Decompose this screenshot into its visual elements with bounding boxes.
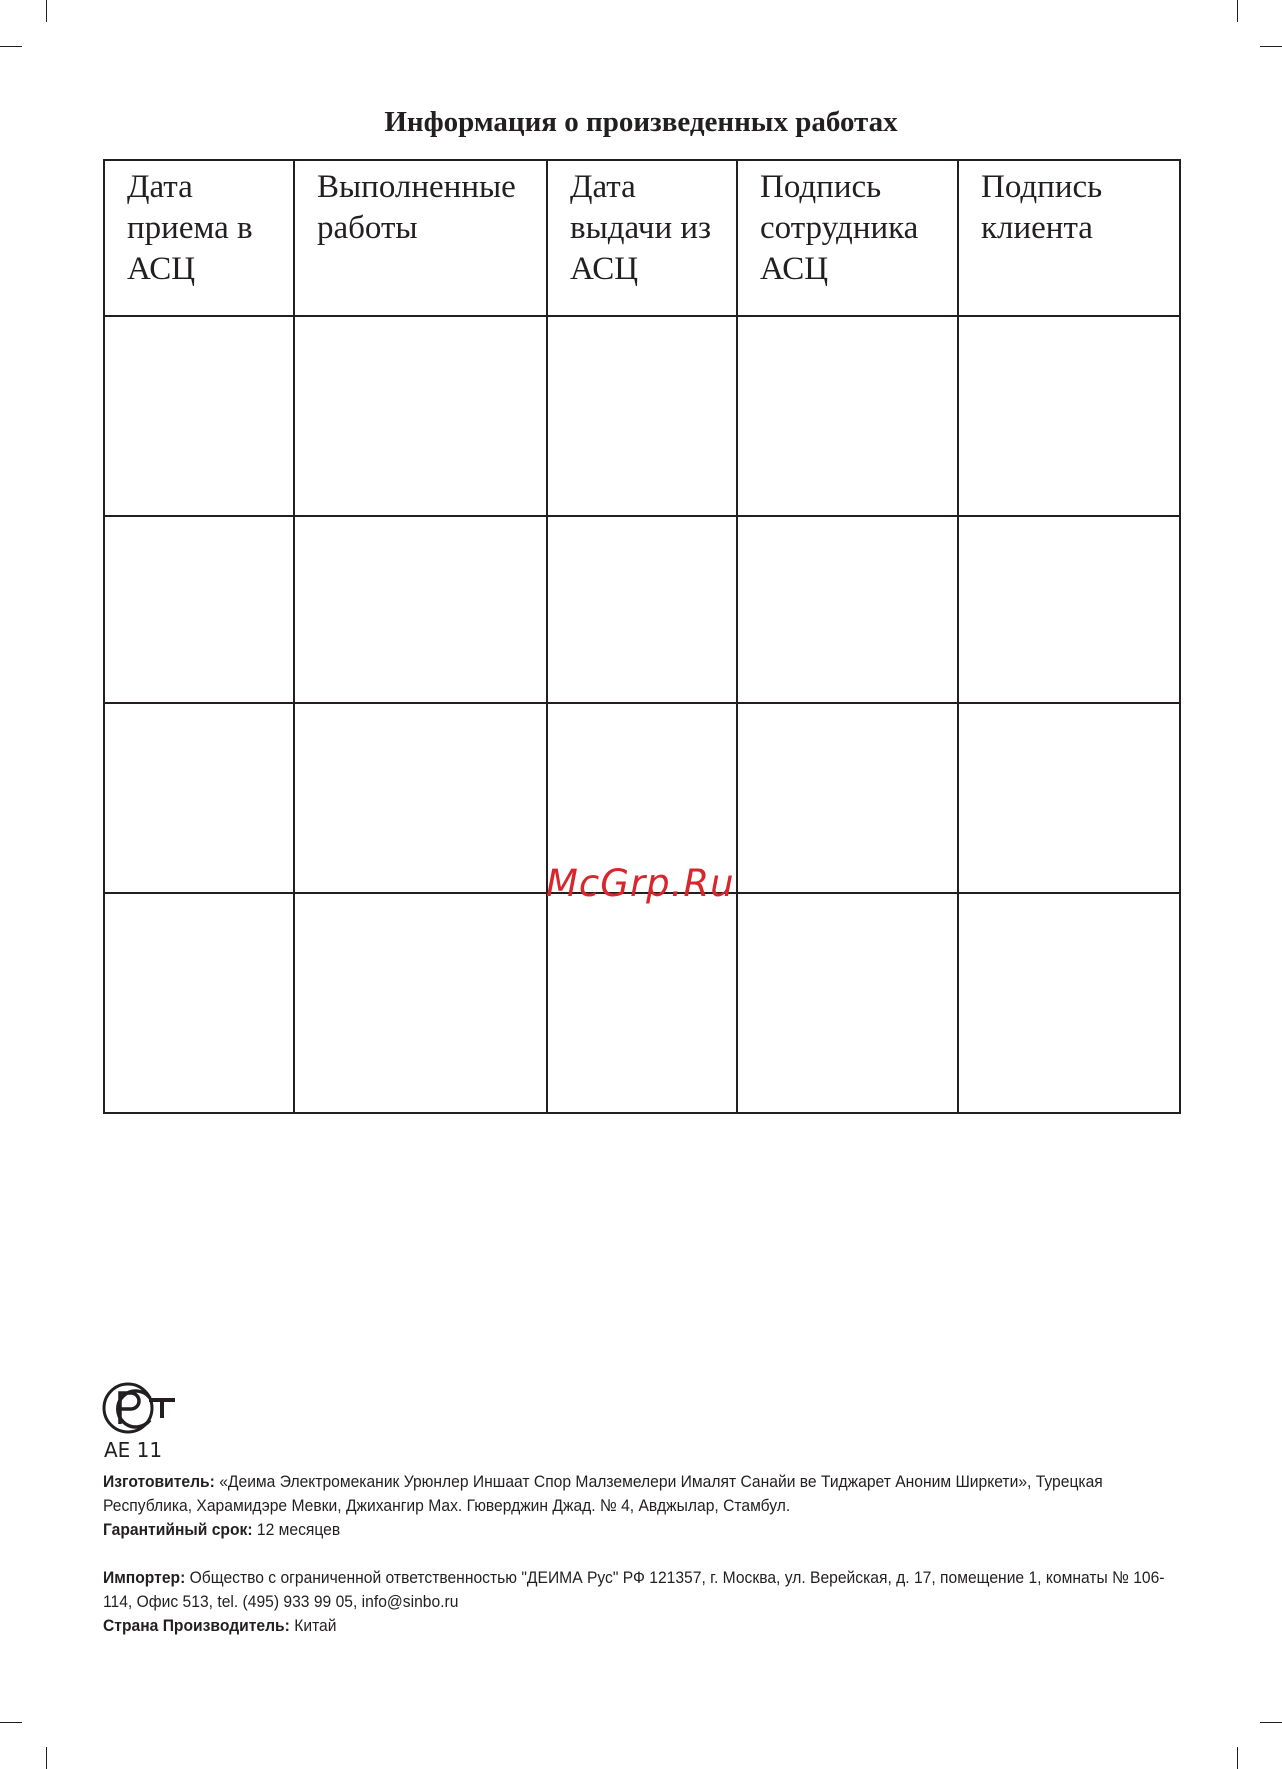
warranty-text: 12 месяцев <box>256 1520 341 1539</box>
crop-mark <box>1237 0 1238 22</box>
table-cell <box>958 703 1180 893</box>
table-header-row <box>104 160 1180 316</box>
table-row <box>104 516 1180 703</box>
crop-mark <box>1237 1747 1238 1769</box>
table-cell <box>104 516 294 703</box>
table-cell <box>547 893 737 1113</box>
work-log-table <box>103 159 1181 1114</box>
importer-label: Импортер: <box>103 1568 186 1587</box>
warranty-label: Гарантийный срок: <box>103 1520 253 1539</box>
table-cell <box>737 703 958 893</box>
table-cell <box>104 703 294 893</box>
crop-mark <box>0 1722 22 1723</box>
importer-info <box>103 1566 1179 1638</box>
page-title: Информация о произведенных работах <box>384 106 898 138</box>
crop-mark <box>0 46 22 47</box>
table-cell <box>737 316 958 516</box>
table-cell <box>958 516 1180 703</box>
table-cell <box>958 316 1180 516</box>
table-row <box>104 316 1180 516</box>
table-row <box>104 893 1180 1113</box>
table-cell <box>294 516 547 703</box>
table-cell <box>294 703 547 893</box>
table-cell <box>737 893 958 1113</box>
crop-mark <box>46 0 47 22</box>
table-cell <box>104 893 294 1113</box>
country-label: Страна Производитель: <box>103 1616 290 1635</box>
header-employee-signature: Подпись сотрудника АСЦ <box>737 160 958 316</box>
header-date-received: Дата приема в АСЦ <box>104 160 294 316</box>
table-cell <box>294 316 547 516</box>
table-cell <box>547 316 737 516</box>
crop-mark <box>46 1747 47 1769</box>
header-work-performed: Выполненные работы <box>294 160 547 316</box>
crop-mark <box>1260 1722 1282 1723</box>
manufacturer-info <box>103 1470 1179 1542</box>
watermark: McGrp.Ru <box>546 862 735 905</box>
certification-code: АЕ 11 <box>104 1438 163 1462</box>
manufacturer-label: Изготовитель: <box>103 1472 215 1491</box>
country-text: Китай <box>294 1616 337 1635</box>
table-cell <box>104 316 294 516</box>
header-client-signature: Подпись клиента <box>958 160 1180 316</box>
table-cell <box>958 893 1180 1113</box>
crop-mark <box>1260 46 1282 47</box>
importer-text: Общество с ограниченной ответственностью "ДЕИМА Рус" РФ 121357, г. Москва, ул. Верейская, д. 17, помещение 1, комнаты № 106-114, Офис 513, tel. (495) 933 99 05, info@sinbo.ru <box>103 1568 1165 1611</box>
table-cell <box>294 893 547 1113</box>
rst-certification-mark-icon <box>101 1380 179 1436</box>
table-cell <box>737 516 958 703</box>
header-date-issued: Дата выдачи из АСЦ <box>547 160 737 316</box>
table-cell <box>547 516 737 703</box>
manufacturer-text: «Деима Электромеканик Урюнлер Иншаат Спор Малземелери Ималят Санайи ве Тиджарет Аноним Ширкети», Турецкая Республика, Харамидэре Мевки, Джихангир Мах. Гюверджин Джад. № 4, Авджылар, Стамбул. <box>103 1472 1103 1515</box>
